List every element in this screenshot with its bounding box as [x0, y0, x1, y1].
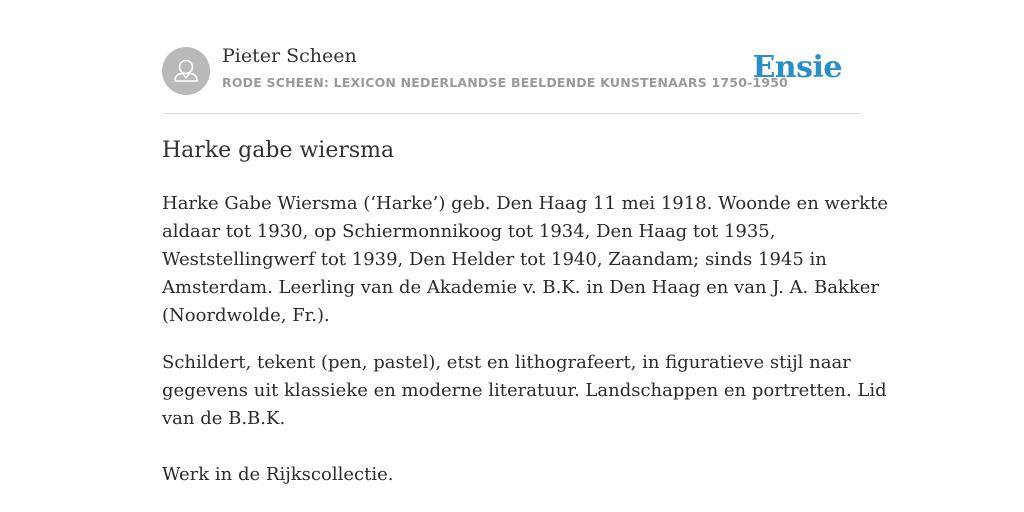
paragraph-line: gegevens uit klassieke en moderne literatuur. Landschappen en portretten. Lid [162, 380, 887, 401]
article-paragraph-1 [162, 190, 888, 330]
paragraph-line: Amsterdam. Leerling van de Akademie v. B.K. in Den Haag en van J. A. Bakker [162, 277, 880, 298]
paragraph-line: Werk in de Rijkscollectie. [162, 464, 394, 485]
article-paragraph-2 [162, 349, 887, 433]
source-title[interactable]: RODE SCHEEN: LEXICON NEDERLANDSE BEELDENDE KUNSTENAARS 1750-1950 [222, 75, 789, 90]
ensie-logo[interactable]: Ensie [752, 50, 842, 85]
paragraph-line: Schildert, tekent (pen, pastel), etst en lithografeert, in figuratieve stijl naar [162, 352, 851, 373]
paragraph-line: (Noordwolde, Fr.). [162, 305, 330, 326]
author-avatar[interactable] [162, 47, 210, 95]
paragraph-line: Weststellingwerf tot 1939, Den Helder tot 1940, Zaandam; sinds 1945 in [162, 249, 827, 270]
paragraph-line: Harke Gabe Wiersma (‘Harke’) geb. Den Haag 11 mei 1918. Woonde en werkte [162, 193, 888, 214]
article-title: Harke gabe wiersma [162, 138, 395, 163]
paragraph-line: aldaar tot 1930, op Schiermonnikoog tot 1934, Den Haag tot 1935, [162, 221, 776, 242]
article-paragraph-3 [162, 461, 862, 489]
paragraph-line: van de B.B.K. [162, 408, 286, 429]
user-silhouette-icon [162, 47, 210, 95]
author-name[interactable]: Pieter Scheen [222, 45, 357, 67]
article-header [162, 0, 862, 114]
article-card [162, 0, 888, 485]
